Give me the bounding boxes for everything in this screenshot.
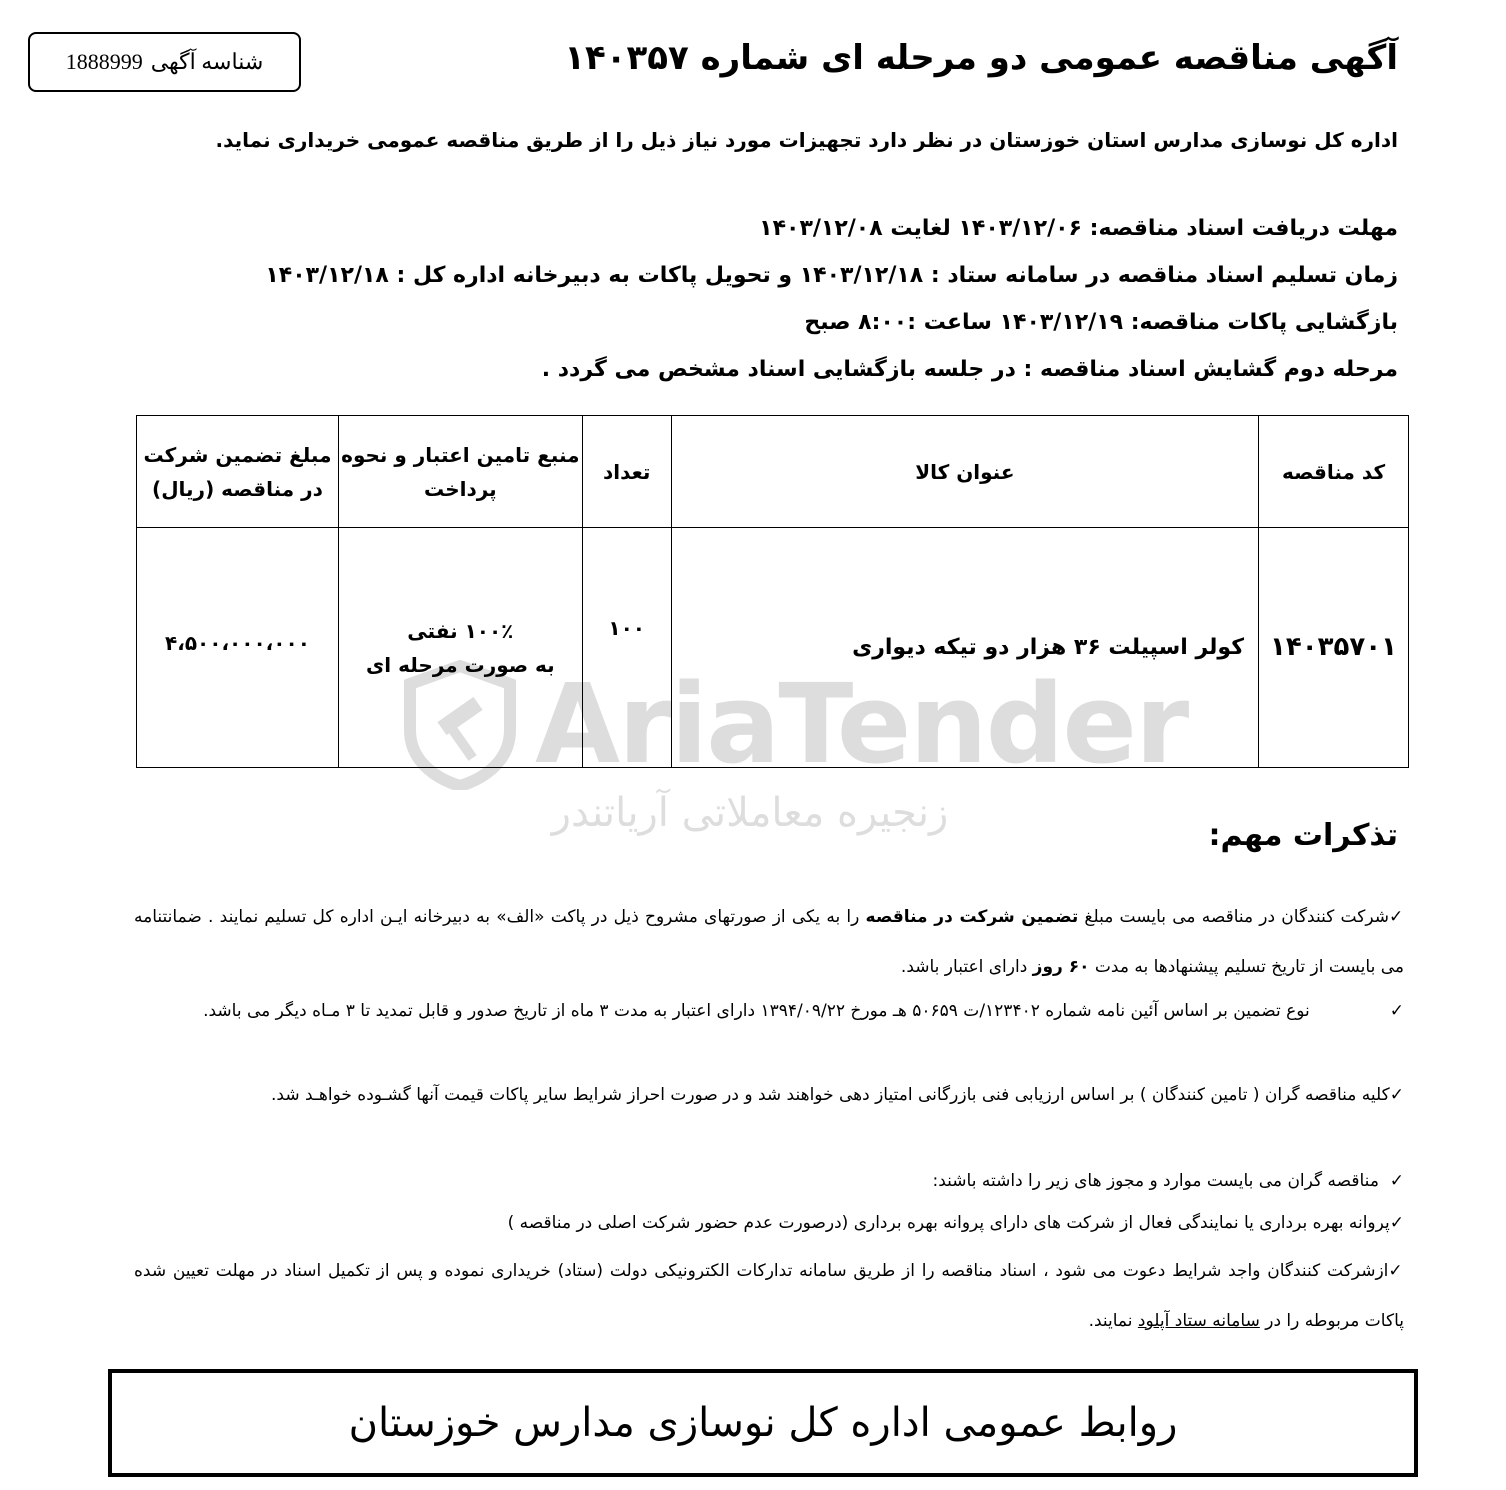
footer-text: روابط عمومی اداره کل نوسازی مدارس خوزستان (348, 1400, 1178, 1446)
cell-qty: ۱۰۰ (582, 528, 671, 768)
check-icon: ✓ (1388, 1261, 1405, 1281)
cell-funding-line2: به صورت مرحله ای (365, 652, 555, 677)
note-text: شرکت کنندگان در مناقصه می بایست مبلغ (1078, 907, 1389, 927)
cell-funding (338, 528, 582, 768)
header-code: کد مناقصه (1259, 416, 1409, 528)
submission-time-line: زمان تسلیم اسناد مناقصه در سامانه ستاد : ۱۴۰۳/۱۲/۱۸ و تحویل پاکات به دبیرخانه اداره کل : ۱۴۰۳/۱۲/۱۸ (265, 263, 1398, 288)
note-license (134, 1198, 1404, 1248)
intro-text: اداره کل نوسازی مدارس استان خوزستان در نظر دارد تجهیزات مورد نیاز ذیل را از طریق مناقصه عمومی خریداری نماید. (215, 128, 1398, 152)
note-underlined: سامانه ستاد آپلود (1137, 1311, 1260, 1331)
check-icon: ✓ (1388, 907, 1404, 927)
header-guarantee-line2: در مناقصه (ریال) (152, 476, 323, 501)
note-text: را به یکی از صورتهای مشروح ذیل در پاکت «الف» به دبیرخانه ایـن اداره کل تسلیم نمایند . ضمانتنامه می بایست از تاریخ تسلیم پیشنهادها به مدت (134, 907, 1404, 977)
note-text: کلیه مناقصه گران ( تامین کنندگان ) بر اساس ارزیابی فنی بازرگانی امتیاز دهی خواهند شد و در صورت احراز شرایط سایر پاکات قیمت آنها گشـوده خواهـد شد. (271, 1085, 1390, 1105)
cell-funding-line1: ۱۰۰٪ نفتی (407, 618, 514, 643)
note-text: ازشرکت کنندگان واجد شرایط دعوت می شود ، اسناد مناقصه را از طریق سامانه تدارکات الکترونیکی دولت (ستاد) خریداری نموده و پس از تکمیل اسناد در مهلت تعیین شده پاکات مربوطه را در (134, 1261, 1404, 1331)
note-bold: تضمین شرکت در مناقصه (865, 907, 1079, 927)
ad-id-value: 1888999 (65, 49, 143, 74)
note-guarantee (134, 892, 1404, 992)
header-guarantee-line1: مبلغ تضمین شرکت (143, 442, 332, 467)
header-guarantee (137, 416, 339, 528)
header-item: عنوان کالا (671, 416, 1258, 528)
check-icon: ✓ (1389, 1171, 1404, 1191)
note-evaluation (134, 1070, 1404, 1120)
watermark-brand: AriaTender (535, 660, 1188, 788)
note-guarantee-type (134, 988, 1404, 1034)
check-icon: ✓ (1389, 1213, 1404, 1233)
opening-time-line: بازگشایی پاکات مناقصه: ۱۴۰۳/۱۲/۱۹ ساعت :۸:۰۰ صبح (804, 310, 1398, 335)
note-invitation (134, 1246, 1404, 1346)
notes-heading: تذکرات مهم: (1208, 818, 1398, 853)
footer-box (108, 1369, 1418, 1477)
cell-item: کولر اسپیلت ۳۶ هزار دو تیکه دیواری (671, 528, 1258, 768)
note-text: مناقصه گران می بایست موارد و مجوز های زیر را داشته باشند: (932, 1171, 1379, 1191)
tender-table (136, 415, 1409, 768)
second-stage-line: مرحله دوم گشایش اسناد مناقصه : در جلسه بازگشایی اسناد مشخص می گردد . (541, 357, 1398, 382)
note-text: نوع تضمین بر اساس آئین نامه شماره ۱۲۳۴۰۲/ت ۵۰۶۵۹ هـ مورخ ۱۳۹۴/۰۹/۲۲ دارای اعتبار به مدت ۳ ماه از تاریخ صدور و قابل تمدید تا ۳ مـاه دیگر می باشد. (203, 1001, 1310, 1021)
ad-id-box (28, 32, 301, 92)
watermark-subtitle: زنجیره معاملاتی آریاتندر (551, 790, 949, 836)
ad-id-label: شناسه آگهی (150, 49, 264, 74)
cell-code: ۱۴۰۳۵۷۰۱ (1259, 528, 1409, 768)
page-title: آگهی مناقصه عمومی دو مرحله ای شماره ۱۴۰۳۵۷ (564, 38, 1398, 78)
table-row (137, 528, 1409, 768)
header-funding (338, 416, 582, 528)
document-deadline-line: مهلت دریافت اسناد مناقصه: ۱۴۰۳/۱۲/۰۶ لغایت ۱۴۰۳/۱۲/۰۸ (759, 216, 1398, 241)
cell-guarantee: ۴،۵۰۰،۰۰۰،۰۰۰ (137, 528, 339, 768)
header-funding-line1: منبع تامین اعتبار و نحوه (341, 442, 580, 467)
table-header-row (137, 416, 1409, 528)
header-funding-line2: پرداخت (424, 476, 497, 501)
note-text: دارای اعتبار باشد. (900, 957, 1033, 977)
note-text: نمایند. (1088, 1311, 1138, 1331)
note-text: پروانه بهره برداری یا نمایندگی فعال از شرکت های دارای پروانه بهره برداری (درصورت عدم حضور شرکت اصلی در مناقصه ) (507, 1213, 1390, 1233)
note-bold: ۶۰ روز (1032, 957, 1090, 977)
check-icon: ✓ (1389, 1001, 1404, 1021)
header-qty: تعداد (582, 416, 671, 528)
check-icon: ✓ (1389, 1085, 1404, 1105)
